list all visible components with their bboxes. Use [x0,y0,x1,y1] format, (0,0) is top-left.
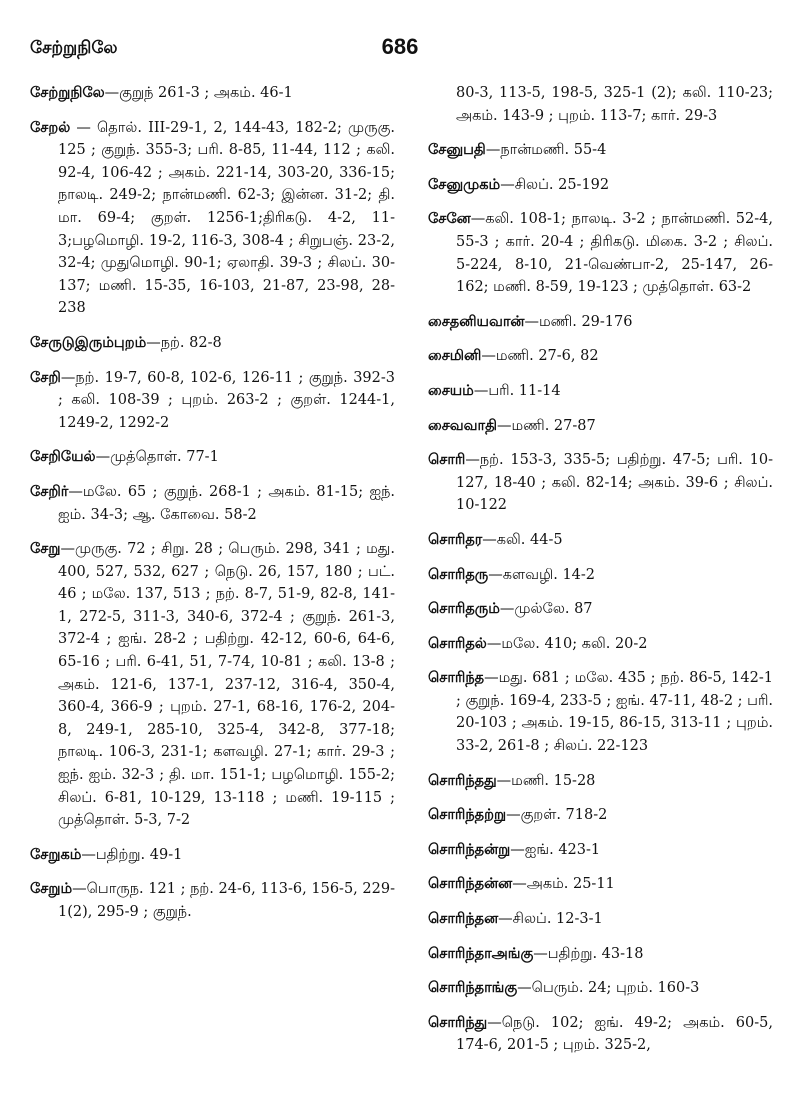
entry-headword: சேனுபதி [428,141,486,159]
index-column-right [428,82,773,1069]
entry-headword: சேற்றுநிலே [30,84,105,101]
entry-references: —மணி. 29-176 [524,313,633,330]
index-entry [428,208,773,298]
entry-headword: சைமினி [428,347,482,365]
entry-references: —குறள். 718-2 [506,807,608,824]
page-number: 686 [381,34,419,59]
index-entry [30,844,395,867]
entry-headword: சொரிந்தாஅங்கு [428,944,534,962]
index-entry [30,878,395,923]
index-entry [30,82,395,105]
entry-headword: சொரிந்தன [428,910,499,928]
index-entry [428,82,773,127]
entry-headword: சொரிந்தன்ன [428,875,513,893]
entry-headword: சேறுகம் [30,845,82,863]
entry-references: —மணி. 27-87 [496,417,596,434]
index-entry [428,943,773,966]
index-entry [428,633,773,656]
entry-references: —சிலப். 12-3-1 [498,911,603,928]
entry-headword: சொரிந்து [428,1013,488,1031]
index-entry [428,415,773,438]
entry-headword: சேறியேல் [30,448,96,466]
entry-headword: சொரிந்தற்று [428,806,507,824]
entry-headword: சொரிந்தது [428,771,497,789]
index-column-left [30,82,395,936]
entry-references: —முத்தொள். 77-1 [95,449,219,466]
entry-headword: சேறிர் [30,482,69,500]
entry-references: —முருகு. 72 ; சிறு. 28 ; பெரும். 298, 341 ; மது. 400, 527, 532, 627 ; நெடு. 26, 157, 180 ; பட். 46 ; மலே. 137, 513 ; நற். 8-7, 51-9, 82-8, 141-1, 272-5, 311-3, 340-6, 372-4 ; குறுந். 261-3, 372-4 ; ஐங். 28-2 ; பதிற்று. 42-12, 60-6, 64-6, 65-16 ; பரி. 6-41, 51, 7-74, 10-81 ; கலி. 13-8 ; அகம். 121-6, 137-1, 237-12, 316-4, 350-4, 360-4, 366-9 ; புறம். 27-1, 68-16, 176-2, 204-8, 249-1, 285-10, 325-4, 342-8, 377-18; நாலடி. 106-3, 231-1; களவழி. 27-1; கார். 29-3 ; ஐந். ஐம். 32-3 ; தி. மா. 151-1; பழமொழி. 155-2; சிலப். 6-81, 10-129, 13-118 ; மணி. 19-115 ; முத்தொள். 5-3, 7-2 [58,541,395,829]
entry-references: —பரி. 11-14 [473,382,561,399]
entry-references: —மணி. 27-6, 82 [481,348,599,365]
index-entry [428,380,773,403]
entry-references: —மணி. 15-28 [496,772,596,789]
entry-headword: சொரிந்தாங்கு [428,979,518,997]
index-entry [30,367,395,435]
entry-references: —நற். 153-3, 335-5; பதிற்று. 47-5; பரி. 10-127, 18-40 ; கலி. 82-14; அகம். 39-6 ; சிலப். 10-122 [456,452,773,514]
entry-references: —மலே. 410; கலி. 20-2 [486,635,648,652]
index-entry [30,538,395,832]
index-entry [30,332,395,355]
entry-headword: சொரிதர [428,530,483,548]
index-entry [428,311,773,334]
entry-headword: சொரிந்தன்று [428,840,511,858]
index-entry [428,804,773,827]
entry-references: —பதிற்று. 49-1 [81,846,183,863]
entry-references: —ஐங். 423-1 [510,841,601,858]
entry-headword: சேருடுஇரும்புறம் [30,333,147,351]
entry-references: —நெடு. 102; ஐங். 49-2; அகம். 60-5, 174-6, 201-5 ; புறம். 325-2, [456,1014,773,1054]
index-entry [428,908,773,931]
entry-references: —நற். 19-7, 60-8, 102-6, 126-11 ; குறுந். 392-3 ; கலி. 108-39 ; புறம். 263-2 ; குறள். 1244-1, 1249-2, 1292-2 [58,369,395,431]
entry-references: —களவழி. 14-2 [488,566,596,583]
index-entry [428,839,773,862]
entry-headword: சொரிந்த [428,669,485,687]
entry-headword: சொரிதரும் [428,600,500,618]
entry-headword: சேறும் [30,880,73,898]
entry-headword: சைதனியவான் [428,312,525,330]
entry-references: —மலே. 65 ; குறுந். 268-1 ; அகம். 81-15; ஐந். ஐம். 34-3; ஆ. கோவை. 58-2 [58,483,395,523]
index-entry [428,564,773,587]
running-head: சேற்றுநிலே [30,38,118,58]
entry-references: —நற். 82-8 [146,334,222,351]
index-entry [30,481,395,526]
entry-references: — தொல். III-29-1, 2, 144-43, 182-2; முருகு. 125 ; குறுந். 355-3; பரி. 8-85, 11-44, 112 ; கலி. 92-4, 106-42 ; அகம். 221-14, 303-20, 336-15; நாலடி. 249-2; நான்மணி. 62-3; இன்ன. 31-2; தி. மா. 69-4; குறள். 1256-1;திரிகடு. 4-2, 11-3;பழமொழி. 19-2, 116-3, 308-4 ; சிறுபஞ். 23-2, 32-4; முதுமொழி. 90-1; ஏலாதி. 39-3 ; சிலப். 30-137; மணி. 15-35, 16-103, 21-87, 23-98, 28-238 [58,119,395,317]
entry-headword: சைவவாதி [428,416,497,434]
entry-headword: சேறு [30,540,61,558]
entry-references: —பெரும். 24; புறம். 160-3 [517,980,700,997]
entry-headword: சேறல் [30,118,71,136]
entry-references: —மது. 681 ; மலே. 435 ; நற். 86-5, 142-1 ; குறுந். 169-4, 233-5 ; ஐங். 47-11, 48-2 ; பரி. 20-103 ; அகம். 19-15, 86-15, 313-11 ; புறம். 33-2, 261-8 ; சிலப். 22-123 [456,670,773,755]
entry-references: —பொருந. 121 ; நற். 24-6, 113-6, 156-5, 229-1(2), 295-9 ; குறுந். [58,881,395,920]
entry-references: —நான்மணி. 55-4 [485,142,607,159]
index-entry [428,139,773,162]
index-entry [428,174,773,197]
entry-references: —கலி. 44-5 [482,531,563,548]
entry-references: —பதிற்று. 43-18 [533,945,644,962]
index-entry [428,667,773,757]
entry-headword: சேறி [30,368,61,386]
index-entry [428,598,773,621]
entry-references: 80-3, 113-5, 198-5, 325-1 (2); கலி. 110-23; அகம். 143-9 ; புறம். 113-7; கார். 29-3 [456,85,773,124]
entry-headword: சேனுமுகம் [428,175,501,193]
entry-references: —கலி. 108-1; நாலடி. 3-2 ; நான்மணி. 52-4, 55-3 ; கார். 20-4 ; திரிகடு. மிகை. 3-2 ; சிலப். 5-224, 8-10, 21-வெண்பா-2, 25-147, 26-162; மணி. 8-59, 19-123 ; முத்தொள். 63-2 [456,211,773,296]
entry-references: —குறுந் 261-3 ; அகம். 46-1 [104,85,293,101]
index-entry [428,1012,773,1057]
entry-headword: சொரி [428,451,466,469]
index-entry [428,770,773,793]
index-entry [30,446,395,469]
entry-headword: சையம் [428,381,474,399]
index-entry [428,529,773,552]
entry-references: —முல்லே. 87 [499,601,593,618]
index-entry [428,449,773,517]
index-entry [428,345,773,368]
entry-headword: சொரிதரு [428,565,489,583]
entry-headword: சேனே [428,210,471,228]
page-header [30,34,770,68]
entry-references: —சிலப். 25-192 [500,176,610,193]
entry-headword: சொரிதல் [428,634,487,652]
index-entry [428,977,773,1000]
index-entry [30,117,395,320]
entry-references: —அகம். 25-11 [512,876,615,893]
index-entry [428,873,773,896]
